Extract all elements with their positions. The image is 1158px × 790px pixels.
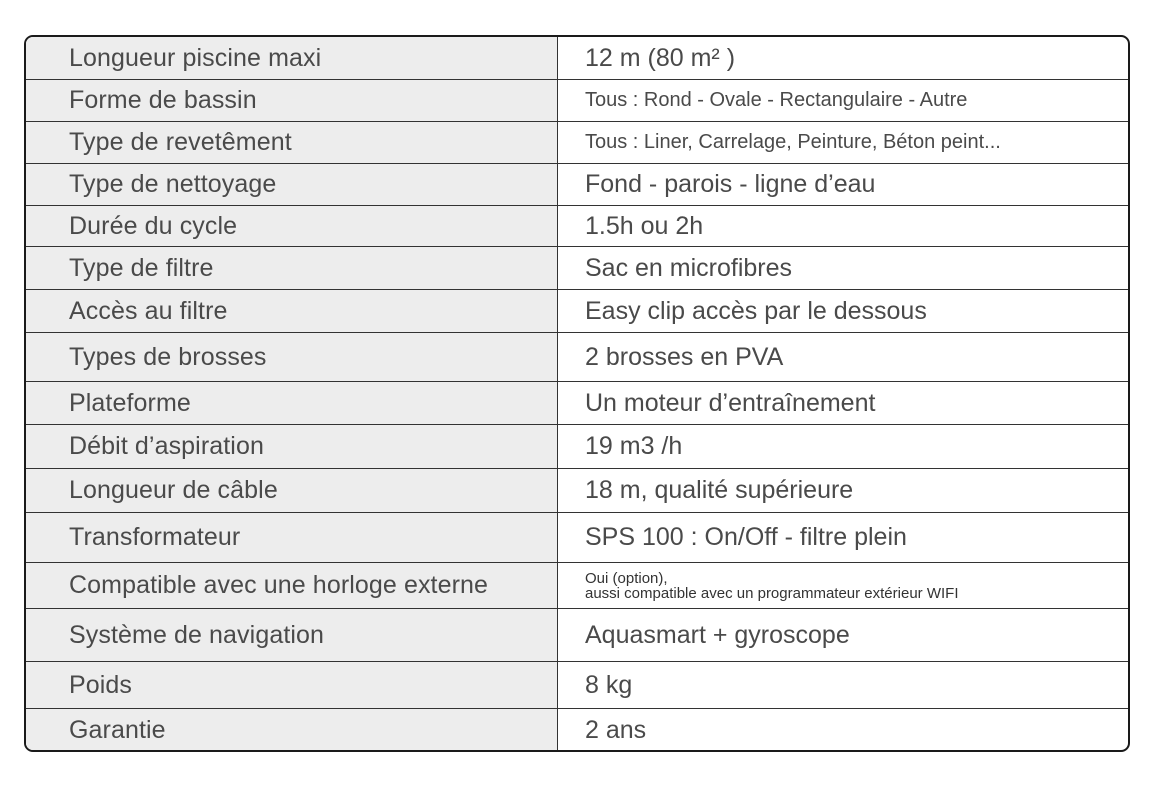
row-value: 1.5h ou 2h xyxy=(585,211,704,240)
table-row xyxy=(26,709,1128,752)
table-row xyxy=(26,122,1128,164)
table-row xyxy=(26,382,1128,425)
row-value-line2: aussi compatible avec un programmateur extérieur WIFI xyxy=(585,584,959,602)
row-label: Transformateur xyxy=(26,513,558,562)
row-label: Types de brosses xyxy=(26,333,558,381)
row-label: Compatible avec une horloge externe xyxy=(26,563,558,608)
row-value: 19 m3 /h xyxy=(585,432,683,460)
table-row xyxy=(26,80,1128,122)
row-value: 2 brosses en PVA xyxy=(585,342,784,371)
table-row xyxy=(26,206,1128,247)
table-row xyxy=(26,333,1128,382)
row-value: Easy clip accès par le dessous xyxy=(585,296,927,325)
row-value-line1: Oui (option), xyxy=(585,569,668,587)
row-value: SPS 100 : On/Off - filtre plein xyxy=(585,523,907,551)
row-value: 18 m, qualité supérieure xyxy=(585,476,854,504)
table-row xyxy=(26,290,1128,333)
row-label: Forme de bassin xyxy=(26,80,558,121)
row-label: Type de filtre xyxy=(26,247,558,289)
table-row xyxy=(26,164,1128,206)
row-value xyxy=(558,563,1128,608)
row-label: Type de nettoyage xyxy=(26,164,558,205)
row-value: 8 kg xyxy=(585,670,633,699)
row-label: Débit d’aspiration xyxy=(26,425,558,468)
table-row xyxy=(26,513,1128,563)
table-row xyxy=(26,37,1128,80)
row-label: Type de revetêment xyxy=(26,122,558,163)
row-value: Un moteur d’entraînement xyxy=(585,388,876,417)
row-label: Longueur piscine maxi xyxy=(26,37,558,79)
row-value: 2 ans xyxy=(585,716,647,744)
table-row xyxy=(26,662,1128,709)
row-value: Aquasmart + gyroscope xyxy=(585,620,850,649)
row-label: Accès au filtre xyxy=(26,290,558,332)
row-label: Garantie xyxy=(26,709,558,752)
row-value: 12 m (80 m² ) xyxy=(585,43,736,72)
row-label: Durée du cycle xyxy=(26,206,558,246)
row-label: Longueur de câble xyxy=(26,469,558,512)
row-label: Poids xyxy=(26,662,558,708)
table-row xyxy=(26,469,1128,513)
row-label: Plateforme xyxy=(26,382,558,424)
row-value: Tous : Liner, Carrelage, Peinture, Béton peint... xyxy=(585,131,1001,153)
row-value: Fond - parois - ligne d’eau xyxy=(585,170,876,198)
table-row xyxy=(26,247,1128,290)
table-row xyxy=(26,425,1128,469)
spec-table xyxy=(24,35,1130,752)
table-row xyxy=(26,563,1128,609)
row-value: Tous : Rond - Ovale - Rectangulaire - Autre xyxy=(585,89,968,111)
row-label: Système de navigation xyxy=(26,609,558,661)
row-value: Sac en microfibres xyxy=(585,253,793,282)
table-row xyxy=(26,609,1128,662)
